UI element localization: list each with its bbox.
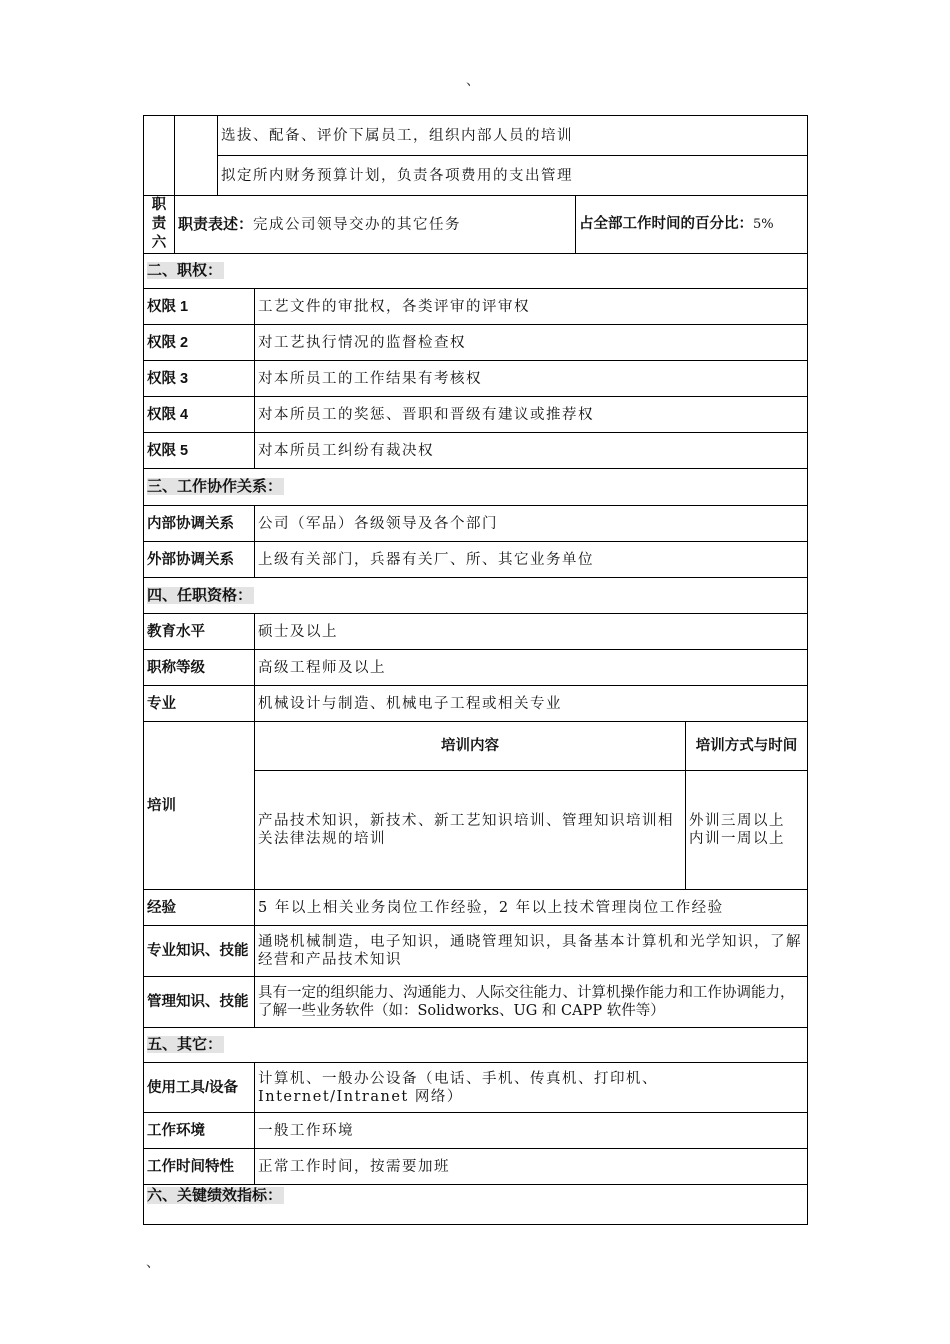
section-others (144, 1028, 808, 1063)
authority-label: 权限 1 (144, 289, 255, 325)
experience-row (144, 890, 808, 926)
education-row (144, 614, 808, 650)
authority-label: 权限 3 (144, 361, 255, 397)
training-method (686, 771, 808, 890)
education-label: 教育水平 (144, 614, 255, 650)
authority-label: 权限 5 (144, 433, 255, 469)
authority-row (144, 397, 808, 433)
duty6-desc-text: 完成公司领导交办的其它任务 (253, 216, 462, 233)
authority-row (144, 433, 808, 469)
section-title: 三、工作协作关系： (147, 478, 283, 495)
duty6-label: 职责六 (144, 196, 175, 254)
duty-text: 选拔、配备、评价下属员工，组织内部人员的培训 (218, 116, 808, 156)
section-title: 四、任职资格： (147, 586, 253, 604)
duty6-desc (175, 196, 576, 254)
section-title: 二、职权： (147, 262, 223, 279)
duty6-pct (576, 196, 808, 254)
major-label: 专业 (144, 686, 255, 722)
experience-value: 5 年以上相关业务岗位工作经验，2 年以上技术管理岗位工作经验 (255, 890, 808, 926)
mgmt-skill-row (144, 977, 808, 1028)
major-row (144, 686, 808, 722)
training-method-line: 内训一周以上 (689, 831, 785, 847)
external-label: 外部协调关系 (144, 542, 255, 578)
authority-value: 对本所员工的奖惩、晋职和晋级有建议或推荐权 (255, 397, 808, 433)
major-value: 机械设计与制造、机械电子工程或相关专业 (255, 686, 808, 722)
title-level-value: 高级工程师及以上 (255, 650, 808, 686)
section-cooperation (144, 469, 808, 506)
duty-text: 拟定所内财务预算计划，负责各项费用的支出管理 (218, 156, 808, 196)
section-title: 五、其它： (147, 1036, 223, 1053)
time-label: 工作时间特性 (144, 1149, 255, 1185)
internal-label: 内部协调关系 (144, 506, 255, 542)
training-content-header: 培训内容 (255, 722, 686, 771)
page-mark-bottom: 、 (146, 1255, 160, 1271)
training-method-header: 培训方式与时间 (686, 722, 808, 771)
authority-label: 权限 2 (144, 325, 255, 361)
section-kpi (144, 1185, 808, 1225)
blank-cell (144, 116, 175, 196)
pro-skill-label: 专业知识、技能 (144, 926, 255, 977)
training-header-row (144, 722, 808, 771)
external-value: 上级有关部门，兵器有关厂、所、其它业务单位 (255, 542, 808, 578)
time-row (144, 1149, 808, 1185)
section-authority (144, 254, 808, 289)
external-row (144, 542, 808, 578)
authority-label: 权限 4 (144, 397, 255, 433)
blank-cell (175, 116, 218, 196)
authority-value: 工艺文件的审批权，各类评审的评审权 (255, 289, 808, 325)
page-mark-top: 、 (466, 73, 480, 89)
env-value: 一般工作环境 (255, 1113, 808, 1149)
internal-row (144, 506, 808, 542)
training-label: 培训 (144, 722, 255, 890)
experience-label: 经验 (144, 890, 255, 926)
env-label: 工作环境 (144, 1113, 255, 1149)
tools-label: 使用工具/设备 (144, 1063, 255, 1113)
authority-row (144, 325, 808, 361)
pro-skill-value: 通晓机械制造，电子知识，通晓管理知识，具备基本计算机和光学知识，了解经营和产品技术知识 (255, 926, 808, 977)
env-row (144, 1113, 808, 1149)
job-description-table (143, 115, 808, 1225)
tools-row (144, 1063, 808, 1113)
duty6-desc-label: 职责表述： (178, 215, 254, 233)
title-level-label: 职称等级 (144, 650, 255, 686)
internal-value: 公司（军品）各级领导及各个部门 (255, 506, 808, 542)
tools-value: 计算机、一般办公设备（电话、手机、传真机、打印机、Internet/Intranet 网络） (255, 1063, 808, 1113)
duty6-pct-label: 占全部工作时间的百分比： (579, 216, 753, 232)
title-level-row (144, 650, 808, 686)
authority-value: 对本所员工的工作结果有考核权 (255, 361, 808, 397)
duty6-pct-value: 5% (753, 217, 774, 232)
section-qualification (144, 578, 808, 614)
duty-row (144, 116, 808, 156)
mgmt-skill-label: 管理知识、技能 (144, 977, 255, 1028)
authority-row (144, 361, 808, 397)
duty6-row (144, 196, 808, 254)
time-value: 正常工作时间，按需要加班 (255, 1149, 808, 1185)
section-title: 六、关键绩效指标： (147, 1187, 283, 1204)
mgmt-skill-value: 具有一定的组织能力、沟通能力、人际交往能力、计算机操作能力和工作协调能力，了解一些业务软件（如：Solidworks、UG 和 CAPP 软件等） (255, 977, 808, 1028)
training-method-line: 外训三周以上 (689, 813, 785, 829)
training-content: 产品技术知识，新技术、新工艺知识培训、管理知识培训相关法律法规的培训 (255, 771, 686, 890)
education-value: 硕士及以上 (255, 614, 808, 650)
duty-row (144, 156, 808, 196)
authority-value: 对工艺执行情况的监督检查权 (255, 325, 808, 361)
authority-row (144, 289, 808, 325)
pro-skill-row (144, 926, 808, 977)
authority-value: 对本所员工纠纷有裁决权 (255, 433, 808, 469)
